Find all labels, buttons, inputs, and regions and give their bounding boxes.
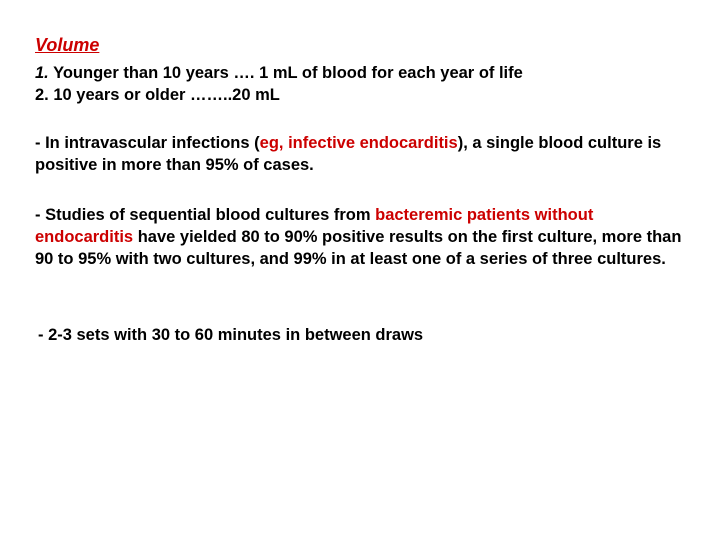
highlight-text: bacteremic patients without endocarditis — [35, 206, 594, 246]
paragraph-sets — [38, 324, 688, 346]
list-item — [35, 62, 685, 84]
paragraph-intravascular — [35, 132, 685, 176]
slide-title — [35, 34, 685, 56]
highlight-text: eg, infective endocarditis — [259, 134, 458, 152]
list-text: Younger than 10 years …. 1 mL of blood for each year of life — [53, 64, 523, 82]
list-item — [35, 84, 685, 106]
paragraph-text: - Studies of sequential blood cultures from — [35, 206, 376, 224]
list-text: 10 years or older ……..20 mL — [53, 86, 280, 104]
volume-list — [35, 62, 685, 106]
list-marker: 1. — [35, 64, 49, 82]
paragraph-studies — [35, 204, 685, 270]
paragraph-text: - 2-3 sets with 30 to 60 minutes in between draws — [38, 326, 424, 344]
paragraph-text: have yielded 80 to 90% positive results on the first culture, more than 90 to 95% with two cultures, and 99% in at least one of a series of three cultures. — [35, 228, 682, 268]
paragraph-text: ), a single blood culture is positive in more than 95% of cases. — [35, 134, 662, 174]
paragraph-text: - In intravascular infections ( — [35, 134, 260, 152]
list-marker: 2. — [35, 86, 49, 104]
title-text: Volume — [35, 35, 100, 55]
